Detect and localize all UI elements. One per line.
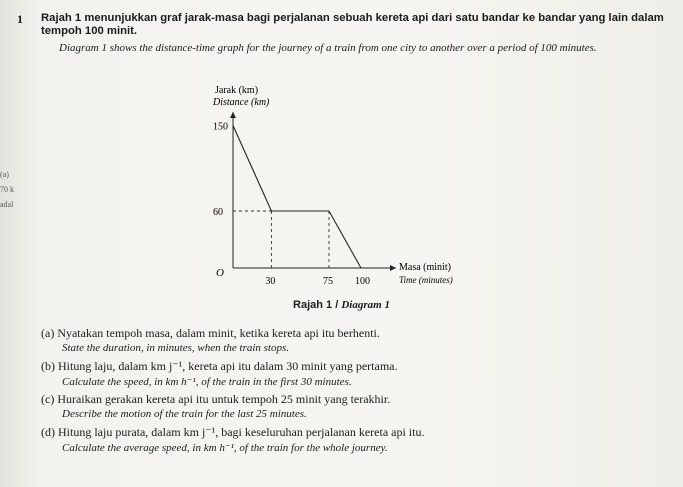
caption-english: Diagram 1 [341,299,390,311]
x-tick-label: 100 [355,276,370,287]
y-axis-label-malay: Jarak (km) [215,85,259,96]
distance-time-line [233,126,361,269]
y-axis-label-english: Distance (km) [213,97,270,108]
x-axis-label-english: Time (minutes) [399,275,453,285]
y-tick-label: 150 [213,121,228,133]
part-d-malay: (d) Hitung laju purata, dalam km j⁻¹, bagi keseluruhan perjalanan kereta api itu. [41,425,425,439]
x-tick-label: 30 [265,276,276,287]
intro-english: Diagram 1 shows the distance-time graph for the journey of a train from one city to another over a period of 100 minutes. [59,42,597,54]
intro-malay: Rajah 1 menunjukkan graf jarak-masa bagi perjalanan sebuah kereta api dari satu bandar ke bandar yang lain dalam tempoh 100 minit. [41,12,664,37]
caption-separator: / [335,299,339,311]
margin-bleed-text: (a) [0,170,9,179]
question-number: 1 [17,12,23,26]
part-a-malay: (a) Nyatakan tempoh masa, dalam minit, ketika kereta api itu berhenti. [41,326,380,340]
x-axis-label-malay: Masa (minit) [399,262,451,273]
origin-label: O [216,267,224,279]
part-a-english: State the duration, in minutes, when the train stops. [62,342,290,354]
part-b-english: Calculate the speed, in km h⁻¹, of the train in the first 30 minutes. [62,376,352,388]
y-tick-label: 60 [213,207,223,218]
diagram-caption [0,299,683,311]
x-tick-label: 75 [323,276,333,287]
margin-bleed-text: adal [0,200,14,209]
part-b-malay: (b) Hitung laju, dalam km j⁻¹, kereta api itu dalam 30 minit yang pertama. [41,359,398,373]
margin-bleed-text: 70 k [0,185,14,194]
part-c-english: Describe the motion of the train for the last 25 minutes. [62,408,307,420]
part-d-english: Calculate the average speed, in km h⁻¹, of the train for the whole journey. [62,442,388,454]
caption-malay: Rajah 1 [293,299,333,311]
part-c-malay: (c) Huraikan gerakan kereta api itu untuk tempoh 25 minit yang terakhir. [41,392,391,406]
